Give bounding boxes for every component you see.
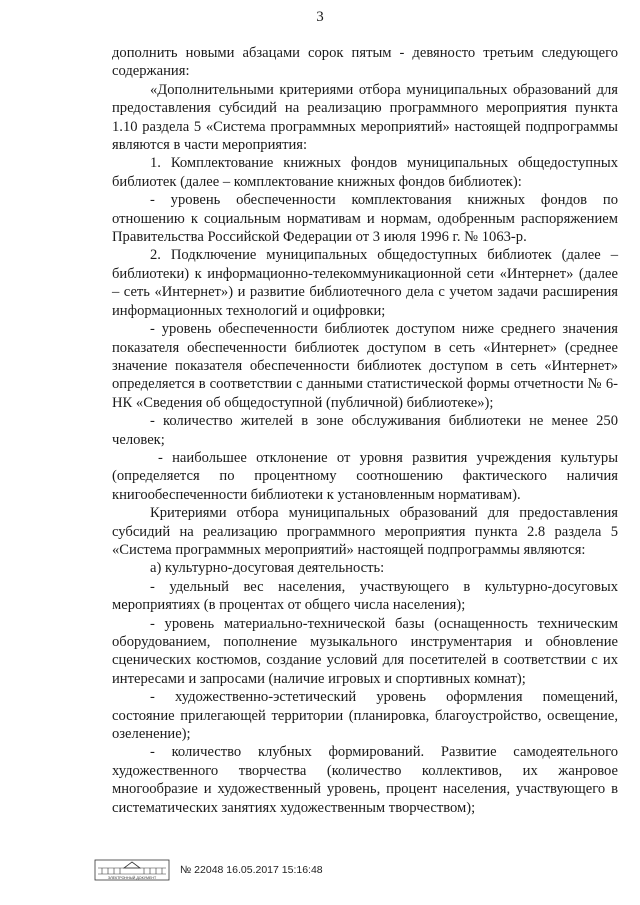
paragraph-item-1-criterion: - уровень обеспеченности комплектования книжных фондов по отношению к социальным нормативам и нормам, одобренным распоряжением Правительства Российской Федерации от 3 июля 1996 г. № 1063-р.: [112, 192, 618, 246]
paragraph-selection-criteria: Критериями отбора муниципальных образований для предоставления субсидий на реализацию программного мероприятия пункта 2.8 раздела 5 «Система программных мероприятий» настоящей подпрограммы являются:: [112, 505, 618, 558]
paragraph-criterion-participation: - удельный вес населения, участвующего в культурно-досуговых мероприятиях (в процентах от общего числа населения);: [112, 578, 618, 614]
registry-stamp-logo: [94, 859, 170, 881]
paragraph-item-2-criterion-access: - уровень обеспеченности библиотек доступом ниже среднего значения показателя обеспеченности библиотек доступом в сеть «Интернет» (среднее значение показателя обеспеченности библиотек доступом в сеть «Интернет» определяется в соответствии с данными статистической формы отчетности № 6-НК «Сведения об общедоступной (публичной) библиотеке»);: [112, 321, 618, 411]
paragraph-criterion-clubs: - количество клубных формирований. Развитие самодеятельного художественного творчества (количество коллективов, их жанровое многообразие и художественный уровень, процент населения, участвующего в систематических занятиях художественным творчеством);: [112, 744, 618, 816]
paragraph-item-2: 2. Подключение муниципальных общедоступных библиотек (далее – библиотеки) к информационно-телекоммуникационной сети «Интернет» (далее – сеть «Интернет») и развитие библиотечного дела с учетом задачи расширения информационных технологий и оцифровки;: [112, 247, 618, 319]
paragraph-cultural-activity: а) культурно-досуговая деятельность:: [150, 560, 385, 577]
paragraph-criterion-material-base: - уровень материально-технической базы (оснащенность техническим оборудованием, пополнение музыкального инструментария и обновление сценических костюмов, создание условий для посетителей в соответствии с их интересами и запросами (наличие игровых и спортивных комнат);: [112, 615, 618, 687]
stamp-caption: ЭЛЕКТРОННЫЙ ДОКУМЕНТ: [107, 876, 157, 880]
document-body: [112, 44, 618, 817]
paragraph-item-2-criterion-deviation: - наибольшее отклонение от уровня развития учреждения культуры (определяется по процентному соотношению фактического наличия книгообеспеченности библиотеки к установленным нормативам).: [112, 449, 618, 503]
paragraph-criterion-aesthetics: - художественно-эстетический уровень оформления помещений, состояние прилегающей территории (планировка, благоустройство, освещение, озеленение);: [112, 689, 618, 743]
document-footer: [94, 858, 323, 882]
paragraph-additional-criteria: «Дополнительными критериями отбора муниципальных образований для предоставления субсидий на реализацию программного мероприятия пункта 1.10 раздела 5 «Система программных мероприятий» настоящей подпрограммы являются в части мероприятия:: [112, 81, 618, 154]
paragraph-intro: дополнить новыми абзацами сорок пятым - девяносто третьим следующего содержания:: [112, 45, 618, 80]
paragraph-item-1: 1. Комплектование книжных фондов муниципальных общедоступных библиотек (далее – комплектование книжных фондов библиотек):: [112, 155, 618, 190]
document-reference: № 22048 16.05.2017 15:16:48: [180, 863, 323, 876]
page-number: 3: [316, 9, 324, 25]
paragraph-item-2-criterion-residents: - количество жителей в зоне обслуживания библиотеки не менее 250 человек;: [112, 413, 618, 448]
